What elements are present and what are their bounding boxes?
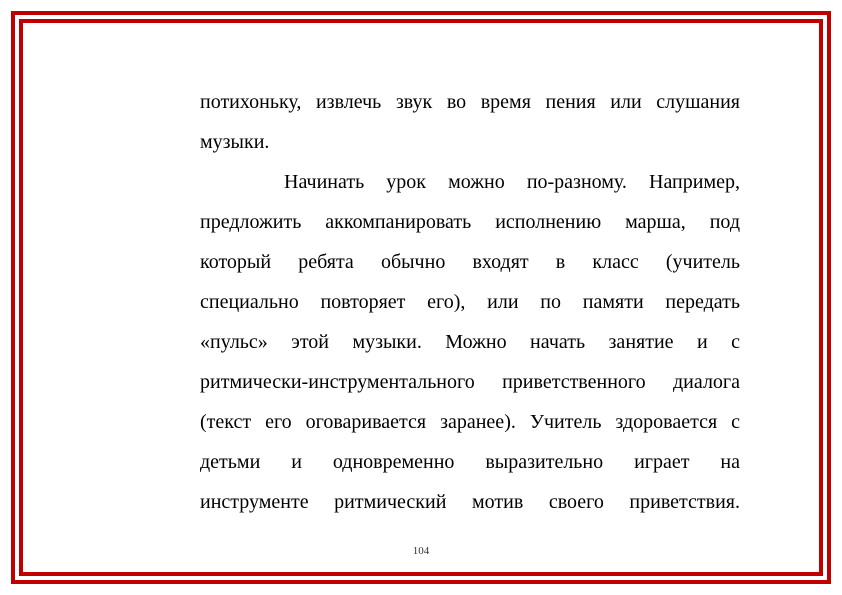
text-line: инструменте ритмический мотив своего приветствия. xyxy=(200,491,740,513)
text-line: предложить аккомпанировать исполнению марша, под xyxy=(200,211,740,233)
paragraph-first-line: Начинать урок можно по-разному. Например, xyxy=(284,171,740,193)
text-line: детьми и одновременно выразительно играет на xyxy=(200,451,740,473)
text-line: (текст его оговаривается заранее). Учитель здоровается с xyxy=(200,411,740,433)
text-line: потихоньку, извлечь звук во время пения или слушания xyxy=(200,91,740,113)
text-line: «пульс» этой музыки. Можно начать занятие и с xyxy=(200,331,740,353)
body-text xyxy=(200,82,740,522)
text-line: специально повторяет его), или по памяти передать xyxy=(200,291,740,313)
page-number: 104 xyxy=(412,545,430,557)
text-line: ритмически-инструментального приветственного диалога xyxy=(200,371,740,393)
text-line: который ребята обычно входят в класс (учитель xyxy=(200,251,740,273)
text-line: музыки. xyxy=(200,131,270,153)
